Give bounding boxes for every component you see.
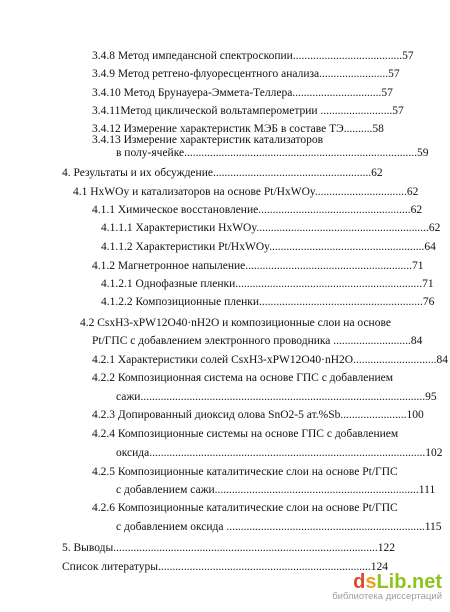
toc-line: 3.4.11Метод циклической вольтамперометрии .........................57 bbox=[92, 105, 404, 117]
watermark bbox=[272, 568, 442, 606]
toc-line: 4. Результаты и их обсуждение.......................................................62 bbox=[62, 167, 383, 179]
toc-line: в полу-ячейке.................................................................................59 bbox=[116, 147, 429, 159]
toc-line: 4.2.5 Композиционные каталитические слои на основе Pt/ГПС bbox=[92, 466, 398, 478]
toc-line: 4.1.2.1 Однофазные пленки.................................................................71 bbox=[101, 278, 434, 290]
dslib-logo bbox=[272, 568, 442, 592]
toc-line: оксида................................................................................................102 bbox=[116, 447, 443, 459]
toc-line: 4.2.3 Допированный диоксид олова SnO2-5 ат.%Sb.......................100 bbox=[92, 409, 424, 421]
toc-line: с добавлением сажи.......................................................................111 bbox=[116, 484, 436, 496]
toc-line: Pt/ГПС с добавлением электронного проводника ...........................84 bbox=[92, 335, 423, 347]
toc-line: 3.4.10 Метод Брунауера-Эммета-Теллера...............................57 bbox=[92, 87, 393, 99]
toc-line: сажи...................................................................................................95 bbox=[116, 391, 437, 403]
toc-line: 4.2.4 Композиционные системы на основе ГПС с добавлением bbox=[92, 428, 399, 440]
toc-line: 4.1.2.2 Композиционные пленки.........................................................76 bbox=[101, 296, 435, 308]
toc-line: 4.1.2 Магнетронное напыление..........................................................71 bbox=[92, 260, 424, 272]
toc-line: 4.2.2 Композиционная система на основе ГПС с добавлением bbox=[92, 372, 394, 384]
toc-line: 4.1.1.2 Характеристики Pt/HxWOy......................................................64 bbox=[101, 241, 436, 253]
svg-text:dsLib.net: dsLib.net bbox=[353, 571, 442, 592]
watermark-tagline: библиотека диссертаций bbox=[332, 591, 442, 602]
toc-line: 4.2.1 Характеристики солей CsxH3-xPW12O40·nH2O.............................84 bbox=[92, 354, 448, 366]
toc-line: 4.1 HxWOy и катализаторов на основе Pt/HxWOy................................62 bbox=[73, 186, 419, 198]
toc-line: Список литературы..........................................................................124 bbox=[62, 561, 388, 573]
toc-line: с добавлением оксида .....................................................................115 bbox=[116, 521, 442, 533]
toc-line: 3.4.9 Метод ретгено-флуоресцентного анализа........................57 bbox=[92, 68, 400, 80]
toc-line: 4.1.1 Химическое восстановление.....................................................62 bbox=[92, 204, 423, 216]
toc-line: 3.4.12 Измерение характеристик МЭБ в составе ТЭ..........58 bbox=[92, 123, 384, 135]
toc-line: 3.4.13 Измерение характеристик катализаторов bbox=[92, 134, 323, 146]
toc-line: 4.2.6 Композиционные каталитические слои на основе Pt/ГПС bbox=[92, 502, 398, 514]
toc-line: 4.2 CsxH3-xPW12O40·nH2O и композиционные слои на основе bbox=[80, 317, 391, 329]
toc-line: 5. Выводы............................................................................................122 bbox=[62, 542, 395, 554]
toc-line: 3.4.8 Метод импедансной спектроскопии......................................57 bbox=[92, 50, 414, 62]
toc-line: 4.1.1.1 Характеристики HxWOy............................................................62 bbox=[101, 222, 441, 234]
